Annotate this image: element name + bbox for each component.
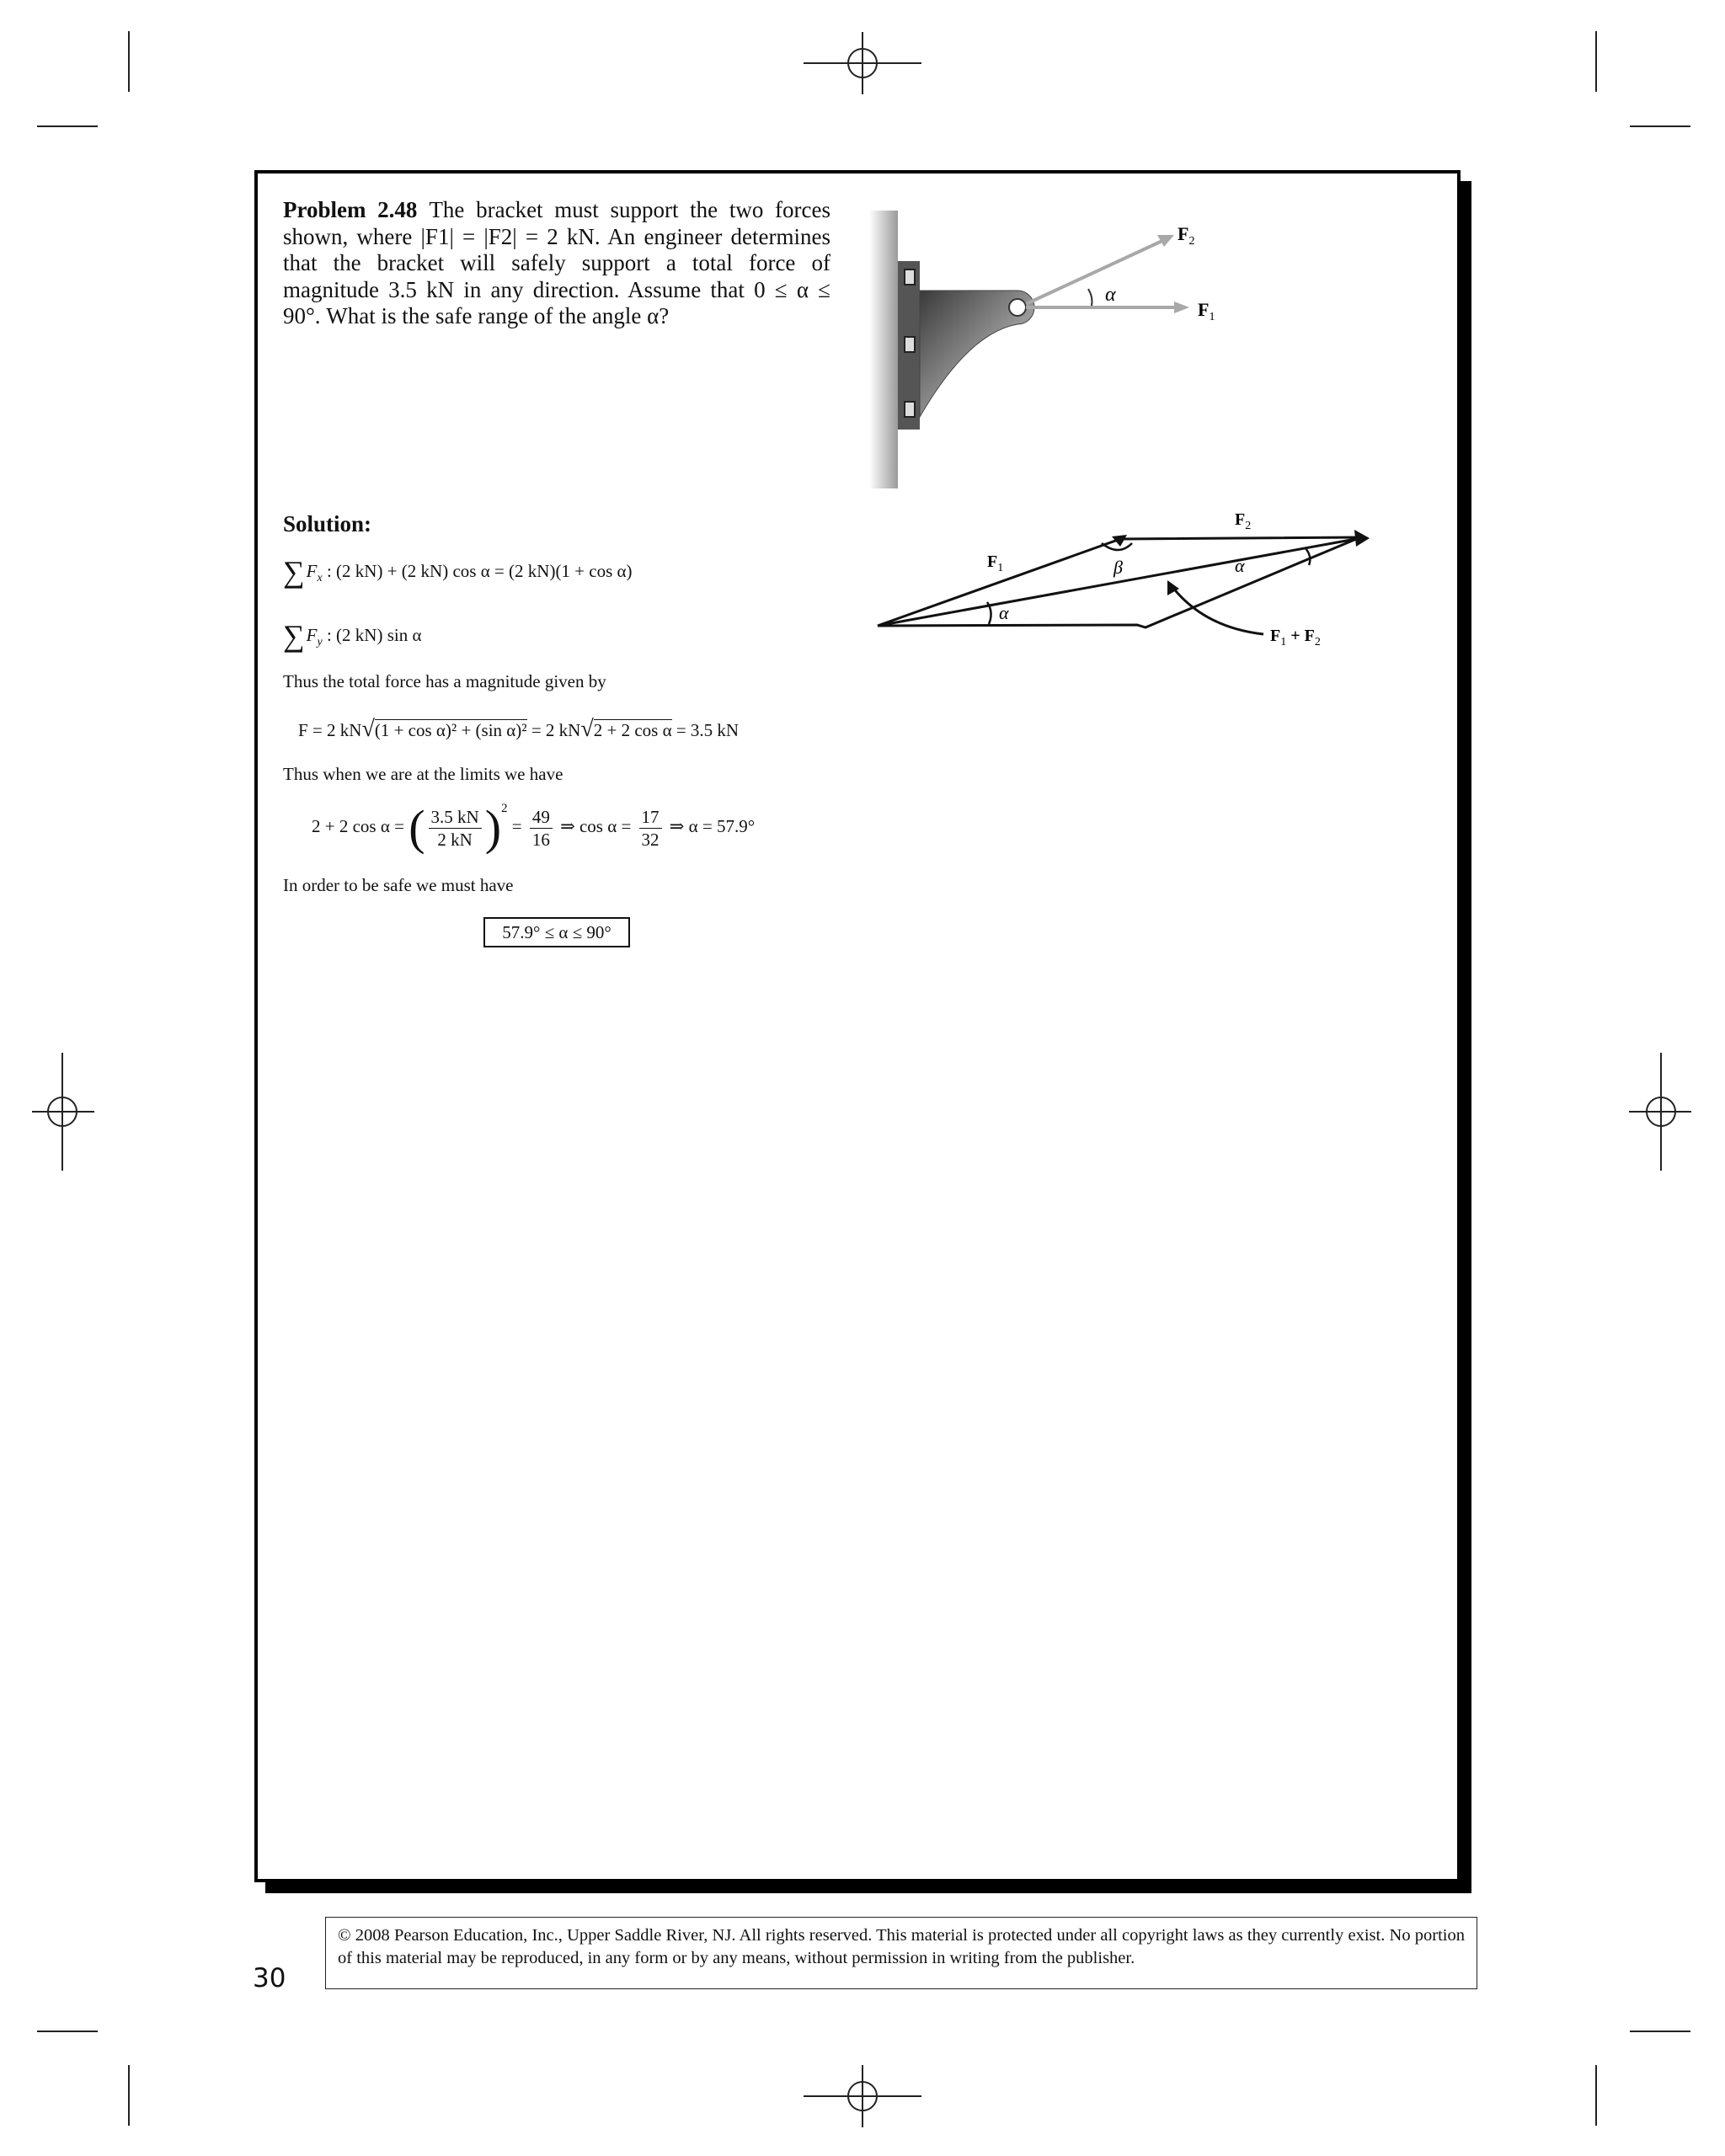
registration-mark-top xyxy=(804,30,921,98)
f2-label: $F_2$ xyxy=(1178,223,1195,248)
problem-frame xyxy=(254,170,1461,1882)
solution-title: Solution: xyxy=(283,511,372,536)
equation-sum-fx: $\sum F_x$ : (2 kN) + (2 kN) cos α = (2 kN)(1 + cos α) xyxy=(283,555,633,589)
bracket-figure xyxy=(868,206,1238,493)
text-safe: In order to be safe we must have xyxy=(283,875,514,895)
equation-magnitude: F = 2 kN√(1 + cos α)² + (sin α)² = 2 kN√2 + 2 cos α = 3.5 kN xyxy=(298,716,740,742)
f2-sketch-arrowhead xyxy=(1354,530,1370,547)
pin-hole xyxy=(1009,299,1026,316)
sketch-alpha-left-label: α xyxy=(999,602,1009,623)
sketch-f2-label: $F_2$ xyxy=(1235,510,1252,532)
force-parallelogram-sketch xyxy=(868,501,1373,670)
equation-limit: 2 + 2 cos α = ( $\frac{3.5 kN}{2 kN}$ )$^2$ = $\frac{49}{16}$ ⇒ cos α = $\frac{17}{32}$ ⇒ α = 57.9° xyxy=(312,800,756,856)
problem-text: The bracket must support the two forces shown, where |F1| = |F2| = 2 kN. An engineer determines that the bracket will safely support a total force of magnitude 3.5 kN in any direction. Assume that 0 ≤ α ≤ 90°. What is the safe range of the angle α? xyxy=(283,197,831,328)
answer-box: 57.9° ≤ α ≤ 90° xyxy=(483,917,630,947)
bolt-top xyxy=(905,270,915,285)
sketch-beta-label: β xyxy=(1114,557,1123,578)
resultant-line xyxy=(878,538,1360,626)
text-total-force: Thus the total force has a magnitude given by xyxy=(283,671,606,691)
bolt-bottom xyxy=(905,402,915,417)
sketch-sum-label: $F_1 + F_2$ xyxy=(1270,627,1321,648)
registration-mark-left xyxy=(30,1053,98,1171)
registration-mark-bottom xyxy=(804,2062,921,2129)
wall xyxy=(869,211,898,488)
problem-statement xyxy=(283,197,830,330)
alpha-label: α xyxy=(1105,284,1116,306)
alpha-arc-right xyxy=(1306,548,1310,565)
sketch-alpha-right-label: α xyxy=(1235,555,1245,576)
sketch-f1-label: $F_1$ xyxy=(987,552,1004,574)
alpha-arc xyxy=(1088,289,1092,306)
force-f1-arrowhead xyxy=(1174,302,1189,313)
problem-number: Problem 2.48 xyxy=(283,197,418,222)
registration-mark-right xyxy=(1626,1053,1693,1171)
equation-sum-fy: $\sum F_y$ : (2 kN) sin α xyxy=(283,619,422,653)
page-number: 30 xyxy=(253,1963,286,1993)
bolt-middle xyxy=(905,337,915,352)
copyright-notice: © 2008 Pearson Education, Inc., Upper Saddle River, NJ. All rights reserved. This material is protected under all copyright laws as they currently exist. No portion of this material may be reproduced, in any form or by any means, without permission in writing from the publisher. xyxy=(325,1917,1477,1989)
force-f2-arrow xyxy=(1026,240,1164,304)
text-limits: Thus when we are at the limits we have xyxy=(283,764,563,784)
f1-label: $F_1$ xyxy=(1198,299,1215,323)
